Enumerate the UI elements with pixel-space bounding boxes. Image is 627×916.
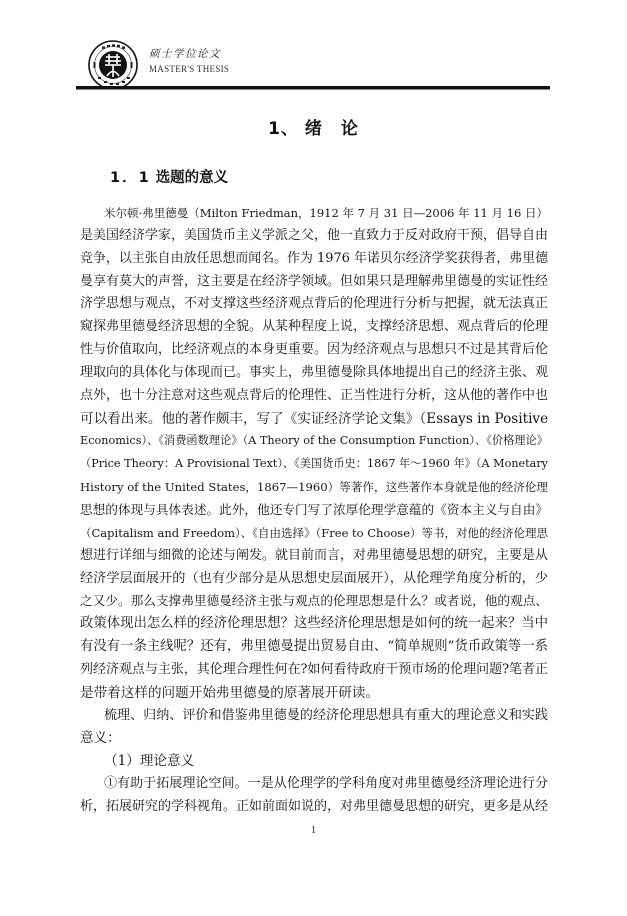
text-line: 可以看出来。他的著作颇丰，写了《实证经济学论文集》（Essays in Positive (80, 410, 549, 427)
chapter-title-part2: 论 (340, 119, 359, 139)
text-line: 是美国经济学家，美国货币主义学派之父，他一直致力于反对政府干预，倡导自由 (80, 227, 549, 243)
text-line: 性与价值取向，比经济观点的本身更重要。因为经济观点与思想只不过是其背后伦 (80, 342, 549, 358)
chapter-title (0, 114, 627, 139)
text-line: 济学思想与观点，不对支撑这些经济观点背后的伦理进行分析与把握，就无法真正 (80, 296, 549, 312)
chapter-number: 1、 (268, 119, 299, 139)
text-line: 思想的体现与具体表述。此外，他还专门写了浓厚伦理学意蕴的《资本主义与自由》 (80, 501, 548, 517)
subheading-theory (80, 750, 548, 773)
text-line: （Capitalism and Freedom）、《自由选择》（Free to Choose）等书，对他的经济伦理思 (80, 525, 548, 540)
text-line: 米尔顿·弗里德曼（Milton Friedman，1912 年 7 月 31 日—2006 年 11 月 16 日） (104, 206, 548, 220)
text-line: 意义： (80, 730, 121, 747)
header-text (149, 48, 229, 75)
text-line: 窥探弗里德曼经济思想的全貌。从某种程度上说，支撑经济思想、观点背后的伦理 (80, 319, 549, 335)
text-line: 梳理、归纳、评价和借鉴弗里德曼的经济伦理思想具有重大的理论意义和实践 (104, 707, 548, 723)
text-line: 之又少。那么支撑弗里德曼经济主张与观点的伦理思想是什么？或者说，他的观点、 (80, 593, 548, 609)
paragraph (80, 705, 548, 751)
text-line: 曼享有莫大的声誉，这主要是在经济学领域。但如果只是理解弗里德曼的实证性经 (80, 273, 549, 289)
paragraph (80, 773, 548, 819)
body-text (80, 202, 548, 819)
paragraph (80, 202, 548, 705)
text-line: 竞争，以主张自由放任思想而闻名。作为 1976 年诺贝尔经济学奖获得者，弗里德 (80, 250, 549, 266)
header-divider (76, 86, 550, 90)
text-line: 点外，也十分注意对这些观点背后的伦理性、正当性进行分析，这从他的著作中也 (80, 387, 549, 403)
text-line: 理取向的具体化与体现而已。事实上，弗里德曼除具体地提出自己的经济主张、观 (80, 364, 549, 380)
text-line: 有没有一条主线呢？还有，弗里德曼提出贸易自由、“简单规则”货币政策等一系 (80, 639, 548, 655)
section-title: 选题的意义 (155, 170, 229, 186)
text-line: ①有助于拓展理论空间。一是从伦理学的学科角度对弗里德曼经济理论进行分 (104, 776, 548, 792)
text-line: 是带着这样的问题开始弗里德曼的原著展开研读。 (80, 684, 380, 701)
text-line: 列经济观点与主张，其伦理合理性何在?如何看待政府干预市场的伦理问题?笔者正 (80, 661, 548, 677)
university-seal-icon (88, 40, 138, 90)
text-line: History of the United States，1867—1960）等著作，这些著作本身就是他的经济伦理 (80, 480, 548, 495)
text-line: 政策体现出怎么样的经济伦理思想？这些经济伦理思想是如何的统一起来？当中 (80, 616, 548, 632)
section-heading (110, 166, 228, 187)
text-line: （Price Theory：A Provisional Text）、《美国货币史：1867 年～1960 年》（A Monetary (80, 457, 548, 471)
section-number: 1．1 (110, 170, 151, 186)
text-line: Economics）、《消费函数理论》（A Theory of the Consumption Function）、《价格理论》 (80, 434, 548, 448)
header-title-cn: 硕士学位论文 (149, 48, 221, 60)
text-line: 经济学层面展开的（也有少部分是从思想史层面展开），从伦理学角度分析的，少 (80, 570, 548, 586)
chapter-title-part1: 绪 (304, 119, 323, 139)
text-line: 想进行详细与细微的论述与阐发。就目前而言，对弗里德曼思想的研究，主要是从 (80, 547, 549, 563)
page-number: 1 (311, 825, 316, 836)
header-title-en: MASTER'S THESIS (149, 64, 230, 74)
subheading-text: （1）理论意义 (104, 753, 195, 770)
text-line: 析，拓展研究的学科视角。正如前面如说的，对弗里德曼思想的研究，更多是从经 (80, 798, 549, 814)
